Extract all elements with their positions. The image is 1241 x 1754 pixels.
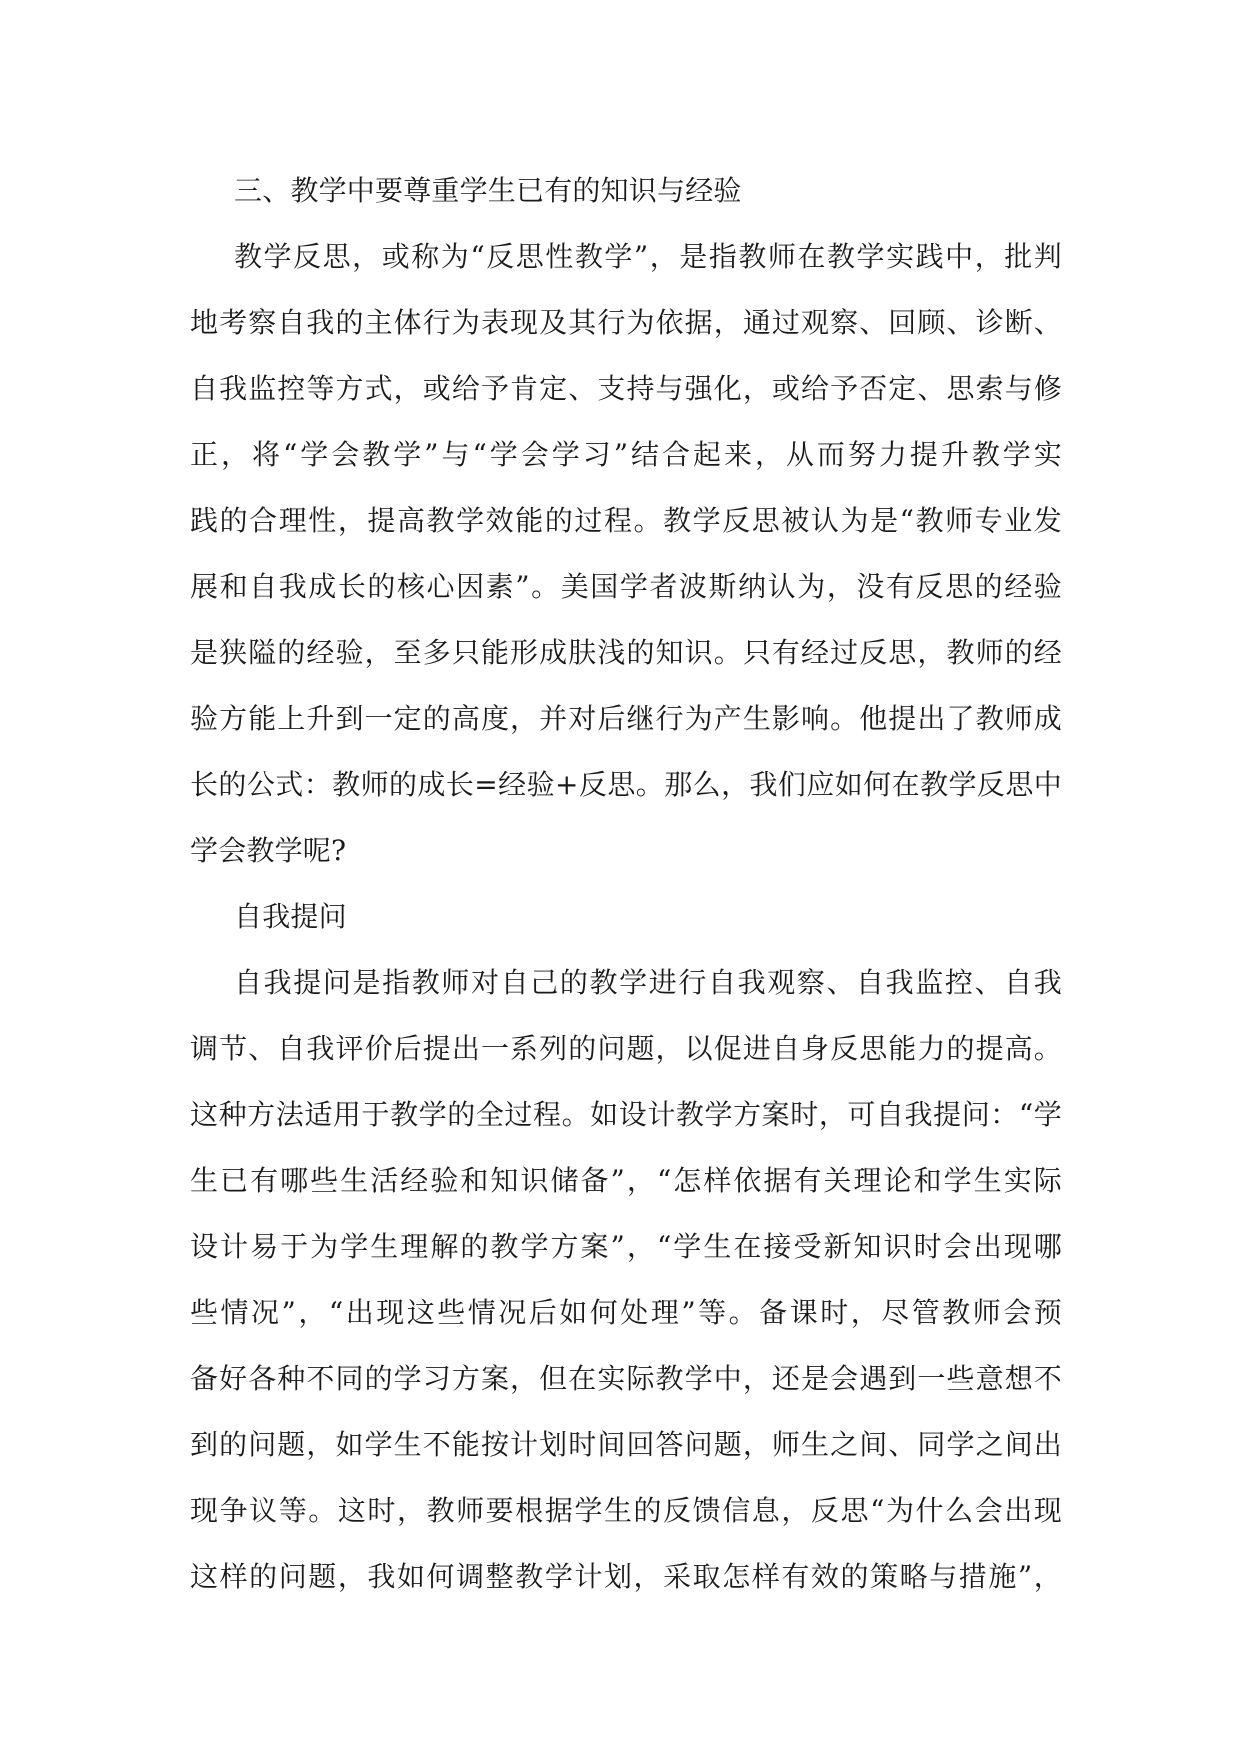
section-heading: 三、教学中要尊重学生已有的知识与经验	[234, 174, 742, 207]
text-line: 调节、自我评价后提出一系列的问题，以促进自身反思能力的提高。	[190, 1032, 1062, 1065]
text-line: 备好各种不同的学习方案，但在实际教学中，还是会遇到一些意想不	[190, 1362, 1062, 1395]
text-line: 些情况”，“出现这些情况后如何处理”等。备课时，尽管教师会预	[190, 1296, 1062, 1329]
text-line: 这种方法适用于教学的全过程。如设计教学方案时，可自我提问：“学	[190, 1098, 1062, 1131]
text-line: 这样的问题，我如何调整教学计划，采取怎样有效的策略与措施”，	[190, 1560, 1062, 1593]
text-line: 地考察自我的主体行为表现及其行为依据，通过观察、回顾、诊断、	[190, 306, 1062, 339]
paragraph-self-questioning	[190, 950, 1062, 1610]
document-body	[190, 158, 1062, 1610]
text-line: 自我提问是指教师对自己的教学进行自我观察、自我监控、自我	[234, 966, 1062, 999]
text-line: 践的合理性，提高教学效能的过程。教学反思被认为是“教师专业发	[190, 504, 1062, 537]
text-line: 生已有哪些生活经验和知识储备”，“怎样依据有关理论和学生实际	[190, 1164, 1062, 1197]
text-line: 自我监控等方式，或给予肯定、支持与强化，或给予否定、思索与修	[190, 372, 1062, 405]
text-line: 是狭隘的经验，至多只能形成肤浅的知识。只有经过反思，教师的经	[190, 636, 1062, 669]
text-line: 设计易于为学生理解的教学方案”，“学生在接受新知识时会出现哪	[190, 1230, 1062, 1263]
text-line: 教学反思，或称为“反思性教学”，是指教师在教学实践中，批判	[234, 240, 1062, 273]
text-line: 正，将“学会教学”与“学会学习”结合起来，从而努力提升教学实	[190, 438, 1062, 471]
paragraph-teaching-reflection	[190, 224, 1062, 884]
subheading-self-questioning: 自我提问	[234, 900, 347, 933]
text-line: 长的公式：教师的成长=经验+反思。那么，我们应如何在教学反思中	[190, 768, 1062, 801]
text-line: 验方能上升到一定的高度，并对后继行为产生影响。他提出了教师成	[190, 702, 1062, 735]
text-line: 学会教学呢?	[190, 834, 347, 867]
text-line: 展和自我成长的核心因素”。美国学者波斯纳认为，没有反思的经验	[190, 570, 1062, 603]
text-line: 到的问题，如学生不能按计划时间回答问题，师生之间、同学之间出	[190, 1428, 1062, 1461]
text-line: 现争议等。这时，教师要根据学生的反馈信息，反思“为什么会出现	[190, 1494, 1062, 1527]
